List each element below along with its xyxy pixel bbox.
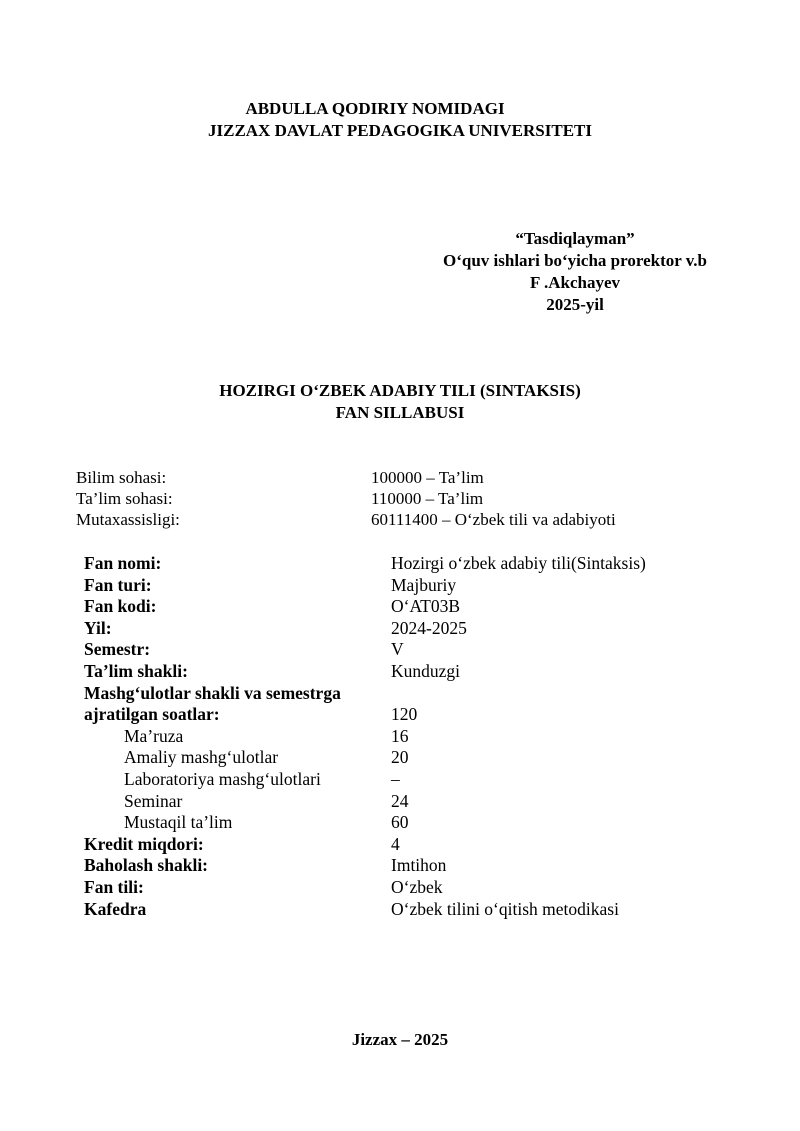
detail-key: Baholash shakli: bbox=[84, 855, 209, 876]
detail-row-amaliy bbox=[84, 747, 646, 769]
detail-row-yil bbox=[84, 618, 646, 640]
detail-value: O‘zbek bbox=[391, 876, 443, 897]
detail-value: – bbox=[391, 768, 400, 789]
detail-row-baholash bbox=[84, 855, 646, 877]
detail-row-semestr bbox=[84, 639, 646, 661]
detail-row-kredit bbox=[84, 834, 646, 856]
detail-row-fan-tili bbox=[84, 877, 646, 899]
detail-value: 60 bbox=[391, 812, 409, 833]
info-row bbox=[76, 509, 616, 530]
detail-value: V bbox=[391, 639, 404, 660]
university-name-line1: ABDULLA QODIRIY NOMIDAGI bbox=[245, 99, 505, 118]
approval-name: F .Akchayev bbox=[529, 273, 621, 292]
detail-row-maruza bbox=[84, 726, 646, 748]
detail-key: Seminar bbox=[124, 790, 183, 811]
info-key: Mutaxassisligi: bbox=[76, 510, 180, 529]
detail-row-talim-shakli bbox=[84, 661, 646, 683]
detail-value: 16 bbox=[391, 725, 409, 746]
university-header bbox=[0, 98, 800, 142]
course-title: HOZIRGI O‘ZBEK ADABIY TILI (SINTAKSIS) bbox=[219, 381, 581, 400]
approval-year: 2025-yil bbox=[546, 295, 604, 314]
course-details bbox=[84, 553, 646, 920]
detail-value: O‘zbek tilini o‘qitish metodikasi bbox=[391, 898, 619, 919]
detail-key: Kafedra bbox=[84, 898, 147, 919]
detail-value: 4 bbox=[391, 833, 400, 854]
detail-key: ajratilgan soatlar: bbox=[84, 704, 220, 725]
detail-row-soatlar bbox=[84, 704, 646, 726]
detail-key: Kredit miqdori: bbox=[84, 833, 204, 854]
approval-position: O‘quv ishlari bo‘yicha prorektor v.b bbox=[442, 251, 707, 270]
detail-key: Fan tili: bbox=[84, 876, 144, 897]
detail-value: Hozirgi o‘zbek adabiy tili(Sintaksis) bbox=[391, 553, 646, 573]
detail-row-fan-nomi bbox=[84, 553, 646, 575]
info-key: Ta’lim sohasi: bbox=[76, 489, 173, 508]
detail-value: 20 bbox=[391, 747, 409, 768]
detail-row-mustaqil bbox=[84, 812, 646, 834]
info-row bbox=[76, 467, 616, 488]
info-row bbox=[76, 488, 616, 509]
detail-value: 24 bbox=[391, 790, 409, 811]
detail-key: Semestr: bbox=[84, 639, 151, 660]
approval-block bbox=[420, 228, 730, 316]
detail-row-laboratoriya bbox=[84, 769, 646, 791]
detail-key: Ma’ruza bbox=[124, 725, 184, 746]
detail-value: 2024-2025 bbox=[391, 617, 467, 638]
detail-row-mashgulot-heading bbox=[84, 683, 646, 705]
detail-row-kafedra bbox=[84, 899, 646, 921]
detail-row-fan-turi bbox=[84, 575, 646, 597]
info-key: Bilim sohasi: bbox=[76, 468, 167, 487]
detail-key: Amaliy mashg‘ulotlar bbox=[124, 747, 279, 768]
info-value: 60111400 – O‘zbek tili va adabiyoti bbox=[371, 510, 616, 529]
detail-value: Kunduzgi bbox=[391, 660, 461, 681]
syllabus-label: FAN SILLABUSI bbox=[335, 403, 465, 422]
detail-key: Laboratoriya mashg‘ulotlari bbox=[124, 768, 321, 789]
program-info bbox=[76, 467, 616, 530]
detail-value: O‘AT03B bbox=[391, 596, 461, 617]
university-name-line2: JIZZAX DAVLAT PEDAGOGIKA UNIVERSITETI bbox=[207, 121, 592, 140]
detail-row-fan-kodi bbox=[84, 596, 646, 618]
info-value: 100000 – Ta’lim bbox=[371, 468, 484, 487]
info-value: 110000 – Ta’lim bbox=[371, 489, 484, 508]
detail-key: Mashg‘ulotlar shakli va semestrga bbox=[84, 682, 341, 703]
detail-value: Imtihon bbox=[391, 855, 447, 876]
detail-key: Yil: bbox=[84, 617, 112, 638]
detail-value: 120 bbox=[391, 704, 418, 725]
detail-key: Fan kodi: bbox=[84, 596, 157, 617]
detail-row-seminar bbox=[84, 791, 646, 813]
detail-value: Majburiy bbox=[391, 574, 457, 595]
footer-place-year: Jizzax – 2025 bbox=[351, 1030, 449, 1049]
detail-key: Fan turi: bbox=[84, 574, 152, 595]
detail-key: Ta’lim shakli: bbox=[84, 660, 188, 681]
detail-key: Mustaqil ta’lim bbox=[124, 812, 233, 833]
approval-title: “Tasdiqlayman” bbox=[515, 229, 635, 248]
syllabus-title bbox=[0, 380, 800, 424]
detail-key: Fan nomi: bbox=[84, 553, 162, 573]
